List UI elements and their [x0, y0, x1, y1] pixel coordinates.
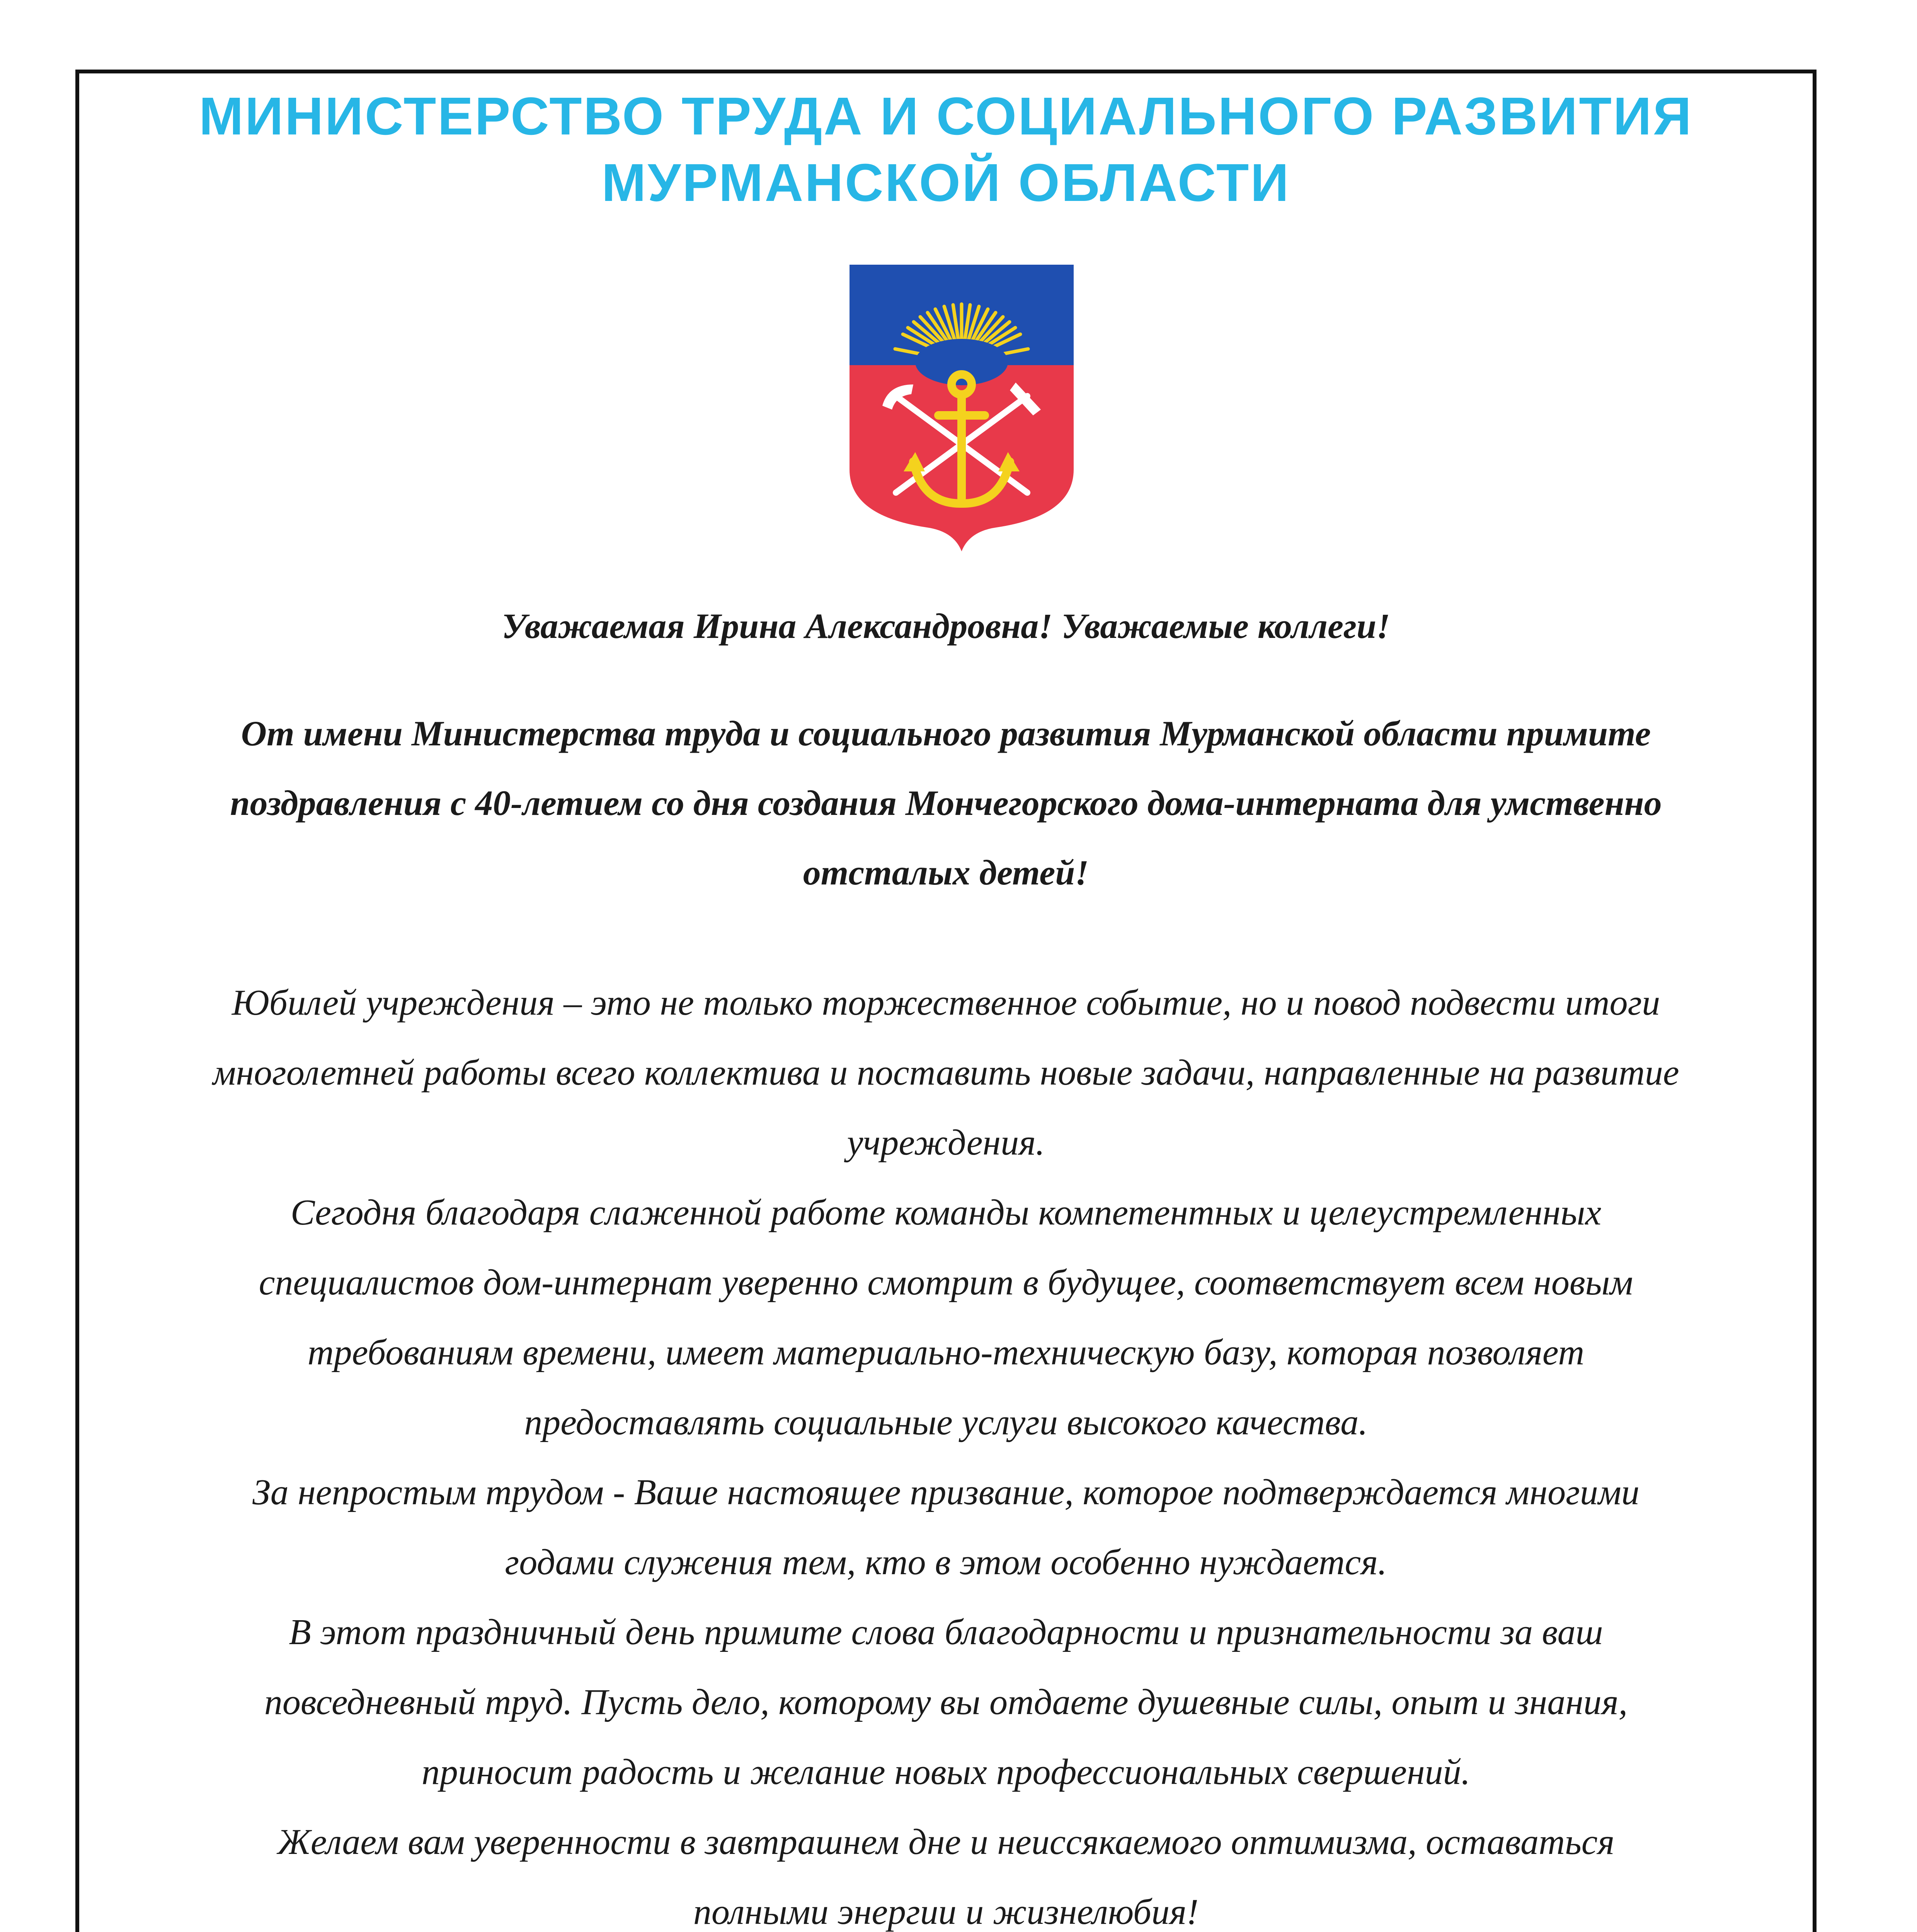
text-line: требованиям времени, имеет материально-техническую базу, которая позволяет: [307, 1332, 1585, 1372]
header-line-2: МУРМАНСКОЙ ОБЛАСТИ: [601, 153, 1290, 213]
text-line: Сегодня благодаря слаженной работе команды компетентных и целеустремленных: [290, 1192, 1602, 1233]
greeting: Уважаемая Ирина Александровна! Уважаемые коллеги!: [502, 606, 1390, 646]
paragraph: [108, 968, 1784, 1178]
congratulation-heading: [116, 699, 1776, 907]
text-line: учреждения.: [847, 1122, 1045, 1163]
congrats-line: отсталых детей!: [803, 853, 1089, 892]
paragraph: [108, 1597, 1784, 1807]
text-line: Юбилей учреждения – это не только торжественное событие, но и повод подвести итоги: [232, 983, 1660, 1023]
header-line-1: МИНИСТЕРСТВО ТРУДА И СОЦИАЛЬНОГО РАЗВИТИЯ: [199, 87, 1693, 146]
text-line: многолетней работы всего коллектива и поставить новые задачи, направленные на развитие: [213, 1053, 1679, 1093]
congrats-line: поздравления с 40-летием со дня создания Мончегорского дома-интерната для умственно: [230, 783, 1662, 823]
text-line: предоставлять социальные услуги высокого качества.: [524, 1402, 1368, 1442]
text-line: Желаем вам уверенности в завтрашнем дне и неиссякаемого оптимизма, оставаться: [277, 1822, 1615, 1862]
coat-of-arms-murmansk-icon: [846, 261, 1078, 554]
congrats-line: От имени Министерства труда и социального развития Мурманской области примите: [241, 714, 1651, 753]
text-line: приносит радость и желание новых профессиональных свершений.: [421, 1752, 1471, 1792]
text-line: За непростым трудом - Ваше настоящее призвание, которое подтверждается многими: [252, 1472, 1639, 1512]
paragraph: [108, 1178, 1784, 1458]
text-line: повседневный труд. Пусть дело, которому вы отдаете душевные силы, опыт и знания,: [264, 1682, 1628, 1722]
text-line: полными энергии и жизнелюбия!: [693, 1892, 1199, 1932]
text-line: специалистов дом-интернат уверенно смотрит в будущее, соответствует всем новым: [259, 1262, 1633, 1303]
ministry-header: [75, 83, 1817, 216]
paragraph: [108, 1458, 1784, 1597]
text-line: В этот праздничный день примите слова благодарности и признательности за ваш: [289, 1612, 1603, 1652]
paragraph: [108, 1807, 1784, 1932]
text-line: годами служения тем, кто в этом особенно нуждается.: [505, 1542, 1387, 1582]
letter-body: [108, 968, 1784, 1932]
